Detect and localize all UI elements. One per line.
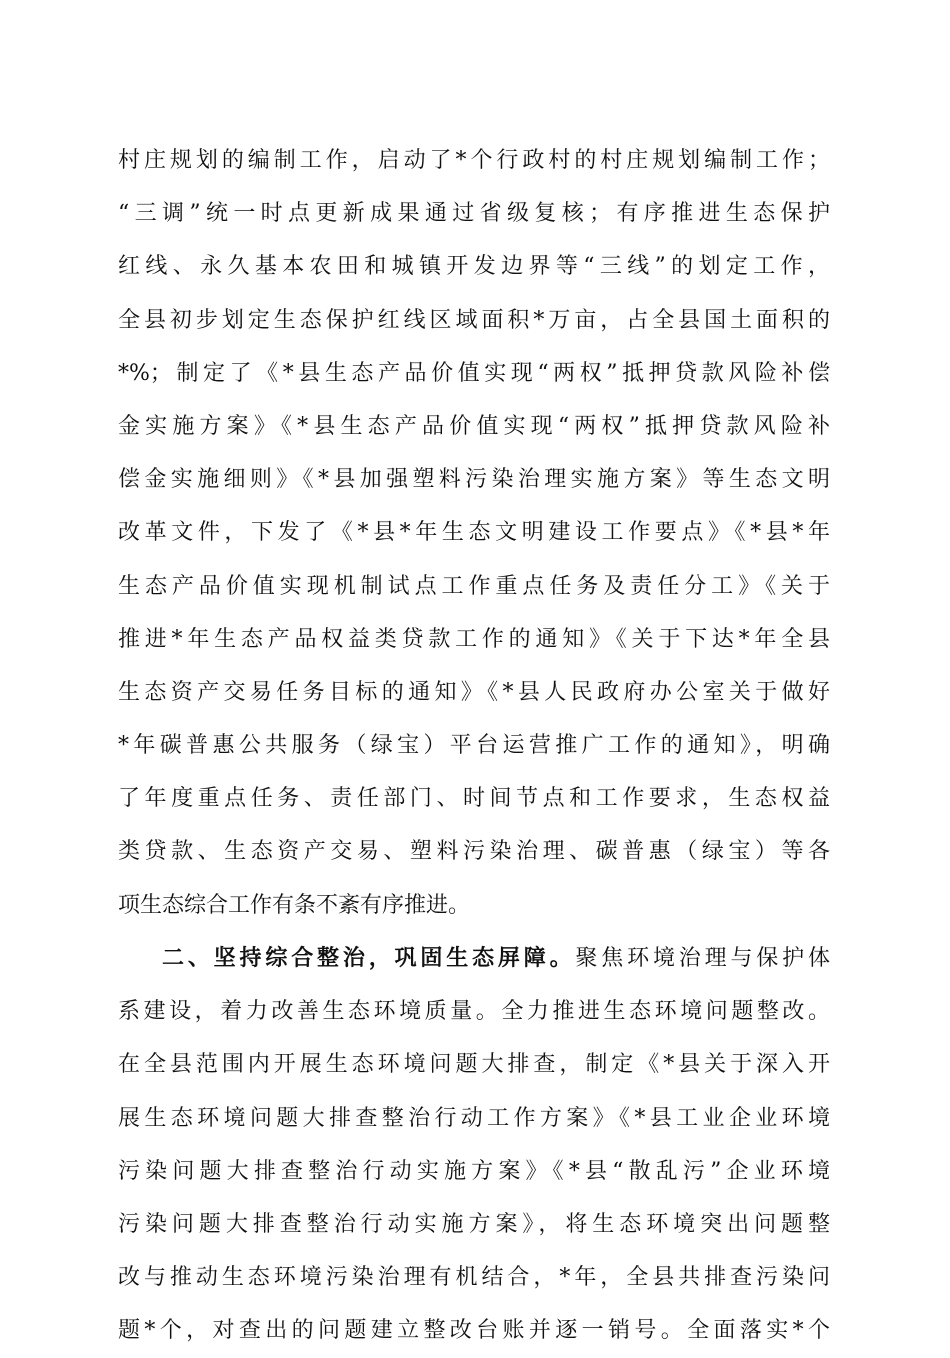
paragraph-line: 生态资产交易任务目标的通知》《*县人民政府办公室关于做好 xyxy=(118,679,830,705)
paragraph-line: 了年度重点任务、责任部门、时间节点和工作要求，生态权益 xyxy=(118,786,830,812)
paragraph-line: 展生态环境问题大排查整治行动工作方案》《*县工业企业环境 xyxy=(118,1105,830,1131)
section-heading: 二、坚持综合整治，巩固生态屏障。 xyxy=(162,946,576,971)
paragraph-2 xyxy=(118,932,830,1358)
paragraph-line: 系建设，着力改善生态环境质量。全力推进生态环境问题整改。 xyxy=(118,999,830,1025)
paragraph-line: 改与推动生态环境污染治理有机结合，*年，全县共排查污染问 xyxy=(118,1265,830,1291)
paragraph-line: 偿金实施细则》《*县加强塑料污染治理实施方案》等生态文明 xyxy=(118,467,830,493)
paragraph-line: 全县初步划定生态保护红线区域面积*万亩，占全县国土面积的 xyxy=(118,307,830,333)
section-heading-line xyxy=(118,932,830,985)
paragraph-line: 红线、永久基本农田和城镇开发边界等“三线”的划定工作， xyxy=(118,254,830,280)
paragraph-line: 金实施方案》《*县生态产品价值实现“两权”抵押贷款风险补 xyxy=(118,413,830,439)
paragraph-1 xyxy=(118,134,830,932)
paragraph-line: 题*个，对查出的问题建立整改台账并逐一销号。全面落实*个 xyxy=(118,1318,830,1344)
heading-line-text: 聚焦环境治理与保护体 xyxy=(575,946,830,971)
paragraph-line: *%；制定了《*县生态产品价值实现“两权”抵押贷款风险补偿 xyxy=(118,360,830,386)
paragraph-line: 推进*年生态产品权益类贷款工作的通知》《关于下达*年全县 xyxy=(118,626,830,652)
paragraph-line: 生态产品价值实现机制试点工作重点任务及责任分工》《关于 xyxy=(118,573,830,599)
paragraph-line: 村庄规划的编制工作，启动了*个行政村的村庄规划编制工作； xyxy=(118,148,830,173)
paragraph-line: “三调”统一时点更新成果通过省级复核；有序推进生态保护 xyxy=(118,201,830,227)
paragraph-line: 在全县范围内开展生态环境问题大排查，制定《*县关于深入开 xyxy=(118,1052,830,1078)
paragraph-line: 类贷款、生态资产交易、塑料污染治理、碳普惠（绿宝）等各 xyxy=(118,839,830,865)
paragraph-line: 项生态综合工作有条不紊有序推进。 xyxy=(118,892,471,918)
paragraph-line: *年碳普惠公共服务（绿宝）平台运营推广工作的通知》，明确 xyxy=(118,733,830,759)
paragraph-line: 改革文件，下发了《*县*年生态文明建设工作要点》《*县*年 xyxy=(118,520,830,546)
paragraph-line: 污染问题大排查整治行动实施方案》《*县“散乱污”企业环境 xyxy=(118,1158,830,1184)
paragraph-line: 污染问题大排查整治行动实施方案》，将生态环境突出问题整 xyxy=(118,1211,830,1237)
